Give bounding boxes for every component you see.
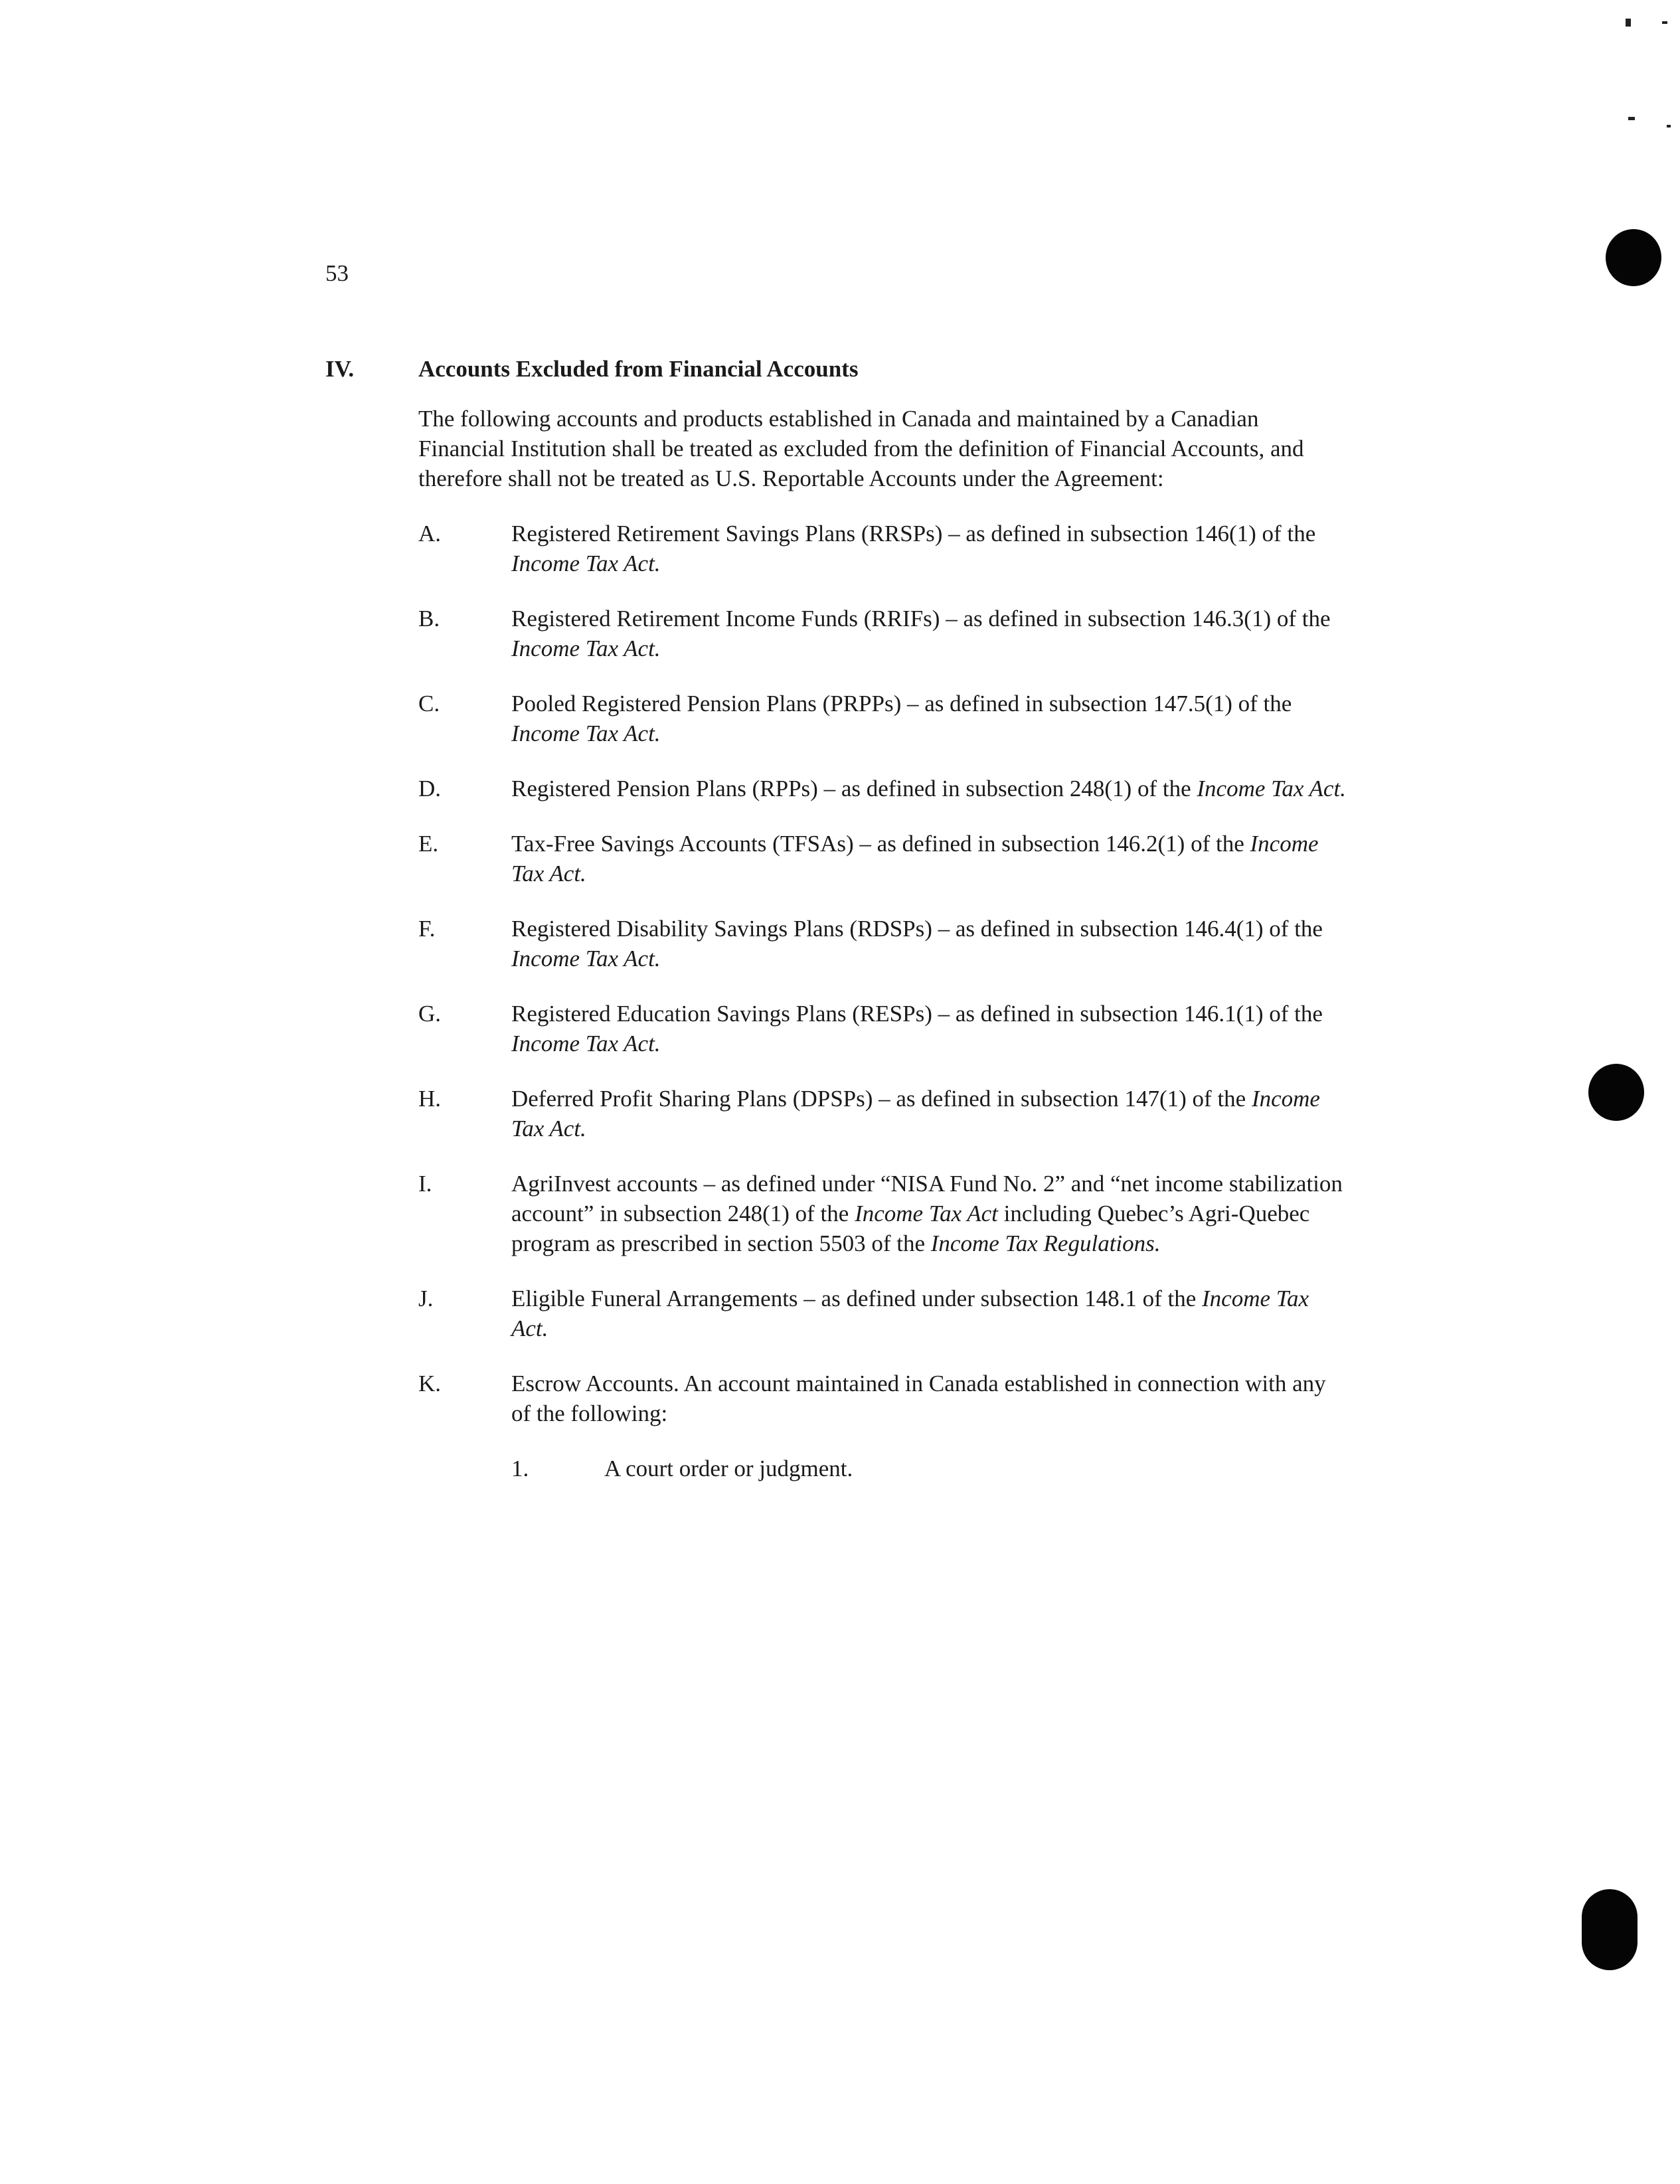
- item-text: AgriInvest accounts – as defined under “NISA Fund No. 2” and “net income stabilization account” in subsection 248(1) of the Income Tax Act including Quebec’s Agri-Quebec program as prescribed in section 5503 of the Income Tax Regulations.: [511, 1171, 1343, 1256]
- sub-item-number: 1.: [511, 1456, 529, 1481]
- item-letter: B.: [418, 606, 440, 631]
- section-title: Accounts Excluded from Financial Accounts: [418, 356, 859, 382]
- item-text: Registered Disability Savings Plans (RDSPs) – as defined in subsection 146.4(1) of the Income Tax Act.: [511, 916, 1323, 971]
- scan-speck: [1626, 19, 1631, 27]
- item-letter: J.: [418, 1286, 434, 1311]
- item-text: Registered Pension Plans (RPPs) – as defined in subsection 248(1) of the Income Tax Act.: [511, 776, 1346, 801]
- list-item: [418, 604, 1361, 663]
- item-text: Deferred Profit Sharing Plans (DPSPs) – as defined in subsection 147(1) of the Income Tax Act.: [511, 1086, 1320, 1141]
- item-letter: I.: [418, 1171, 432, 1197]
- list-item: [418, 914, 1361, 973]
- item-letter: K.: [418, 1371, 442, 1396]
- list-item: [418, 829, 1361, 888]
- item-text: Registered Retirement Savings Plans (RRSPs) – as defined in subsection 146(1) of the Income Tax Act.: [511, 521, 1316, 576]
- list-item: [418, 689, 1361, 748]
- list-item: [418, 774, 1361, 803]
- item-text: Registered Education Savings Plans (RESPs) – as defined in subsection 146.1(1) of the Income Tax Act.: [511, 1001, 1323, 1056]
- page-number: 53: [325, 260, 349, 286]
- sub-item-text: A court order or judgment.: [604, 1456, 853, 1481]
- item-letter: E.: [418, 831, 439, 857]
- item-text: Registered Retirement Income Funds (RRIFs) – as defined in subsection 146.3(1) of the Income Tax Act.: [511, 606, 1331, 661]
- section-heading: [325, 356, 1361, 382]
- list-item: [418, 999, 1361, 1058]
- escrow-sub-list: [511, 1454, 1361, 1483]
- list-item: [418, 1084, 1361, 1143]
- list-item: [418, 1169, 1361, 1258]
- item-text: Pooled Registered Pension Plans (PRPPs) – as defined in subsection 147.5(1) of the Income Tax Act.: [511, 691, 1292, 746]
- section-numeral: IV.: [325, 356, 355, 382]
- list-item: [418, 1369, 1361, 1428]
- item-text: Escrow Accounts. An account maintained in Canada established in connection with any of the following:: [511, 1371, 1326, 1426]
- item-letter: H.: [418, 1086, 442, 1112]
- scan-speck: [1667, 125, 1671, 127]
- list-item: [418, 519, 1361, 578]
- punch-hole-middle: [1588, 1064, 1644, 1121]
- intro-paragraph: The following accounts and products established in Canada and maintained by a Canadian Financial Institution shall be treated as excluded from the definition of Financial Accounts, and therefore shall not be treated as U.S. Reportable Accounts under the Agreement:: [418, 406, 1304, 491]
- item-letter: A.: [418, 521, 442, 546]
- item-letter: F.: [418, 916, 436, 942]
- sub-list-item: [511, 1454, 1361, 1483]
- excluded-accounts-list: [418, 519, 1361, 1428]
- punch-hole-bottom: [1582, 1889, 1638, 1970]
- scan-speck: [1628, 117, 1635, 120]
- section-iv: [325, 356, 1361, 1483]
- list-item: [418, 1284, 1361, 1343]
- item-letter: D.: [418, 776, 442, 801]
- item-letter: C.: [418, 691, 440, 716]
- scan-speck: [1662, 21, 1667, 24]
- item-letter: G.: [418, 1001, 442, 1027]
- item-text: Tax-Free Savings Accounts (TFSAs) – as defined in subsection 146.2(1) of the Income Tax Act.: [511, 831, 1319, 886]
- item-text: Eligible Funeral Arrangements – as defined under subsection 148.1 of the Income Tax Act.: [511, 1286, 1309, 1341]
- punch-hole-top: [1606, 229, 1661, 286]
